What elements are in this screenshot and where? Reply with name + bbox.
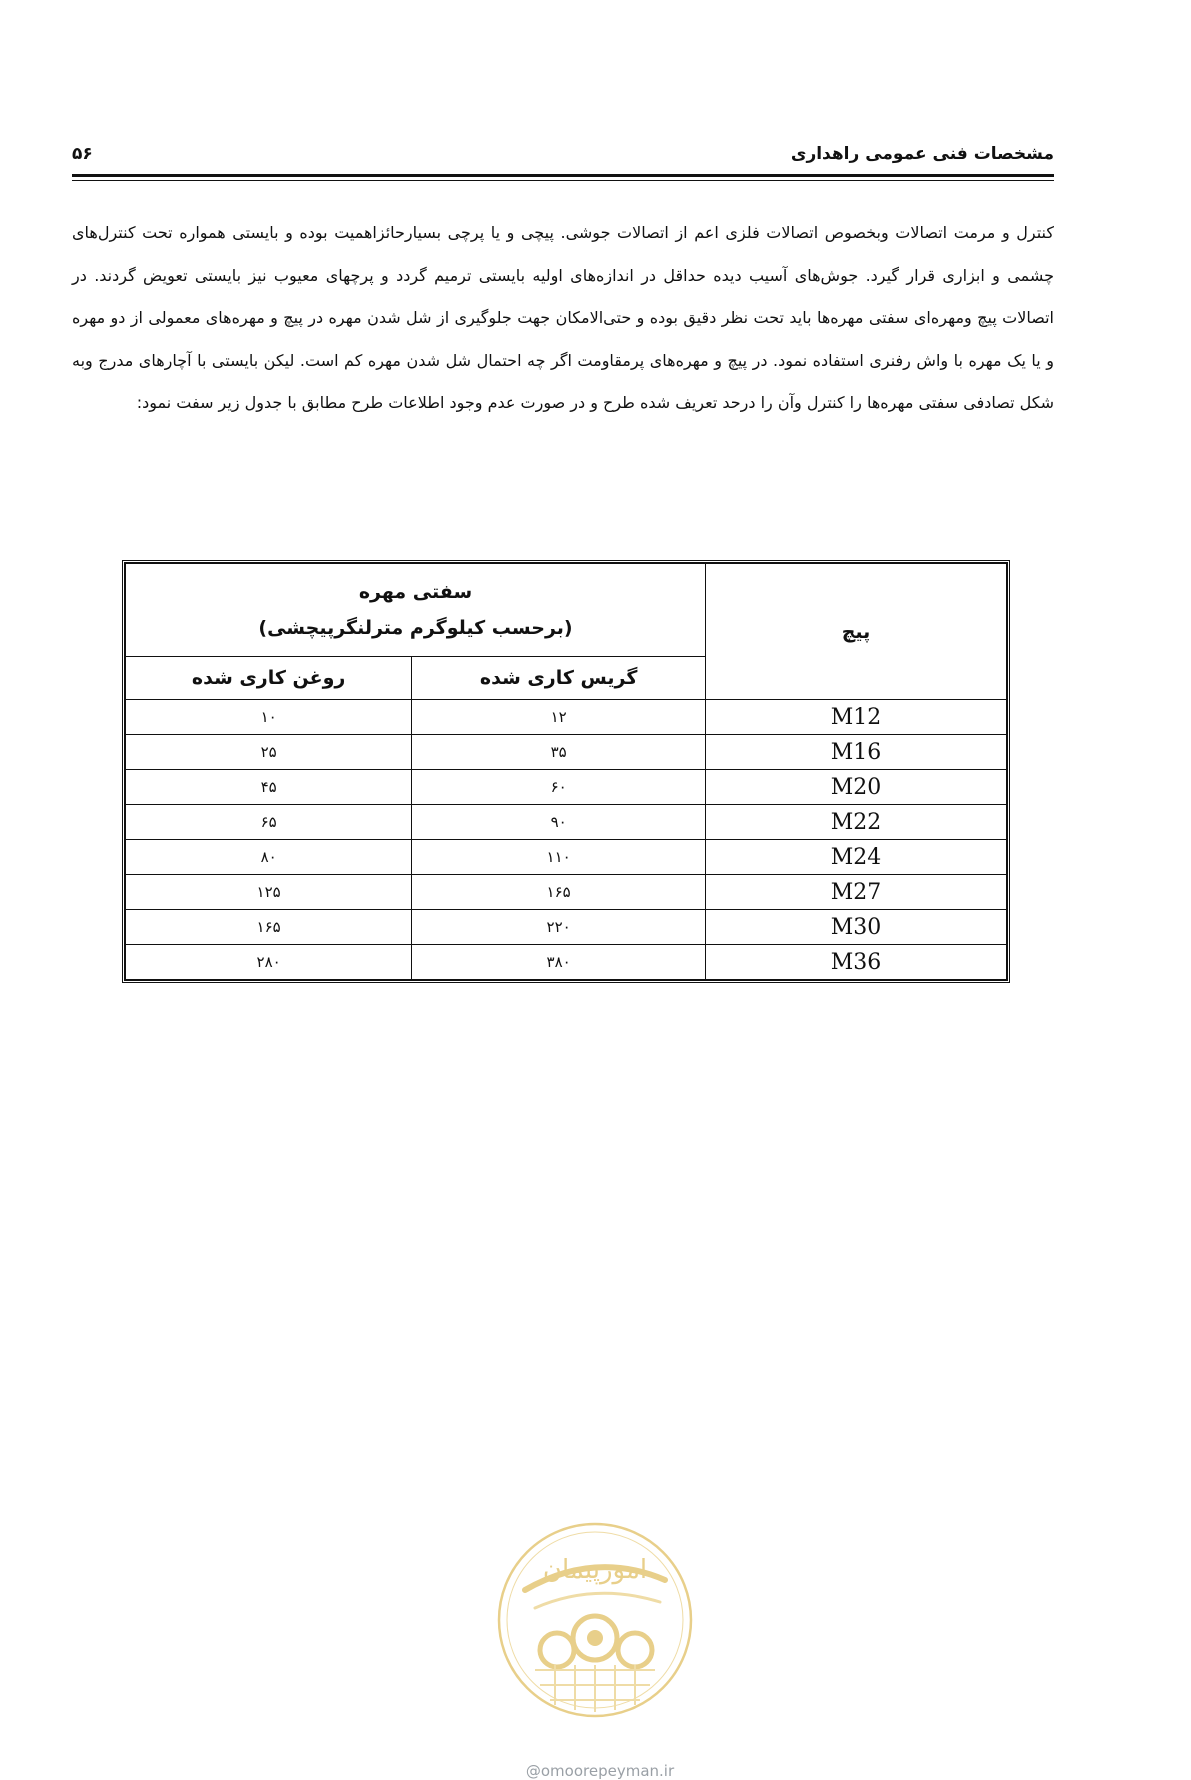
cell-greased: ۱۲ <box>412 700 706 735</box>
cell-bolt: M24 <box>706 840 1007 875</box>
cell-bolt: M27 <box>706 875 1007 910</box>
cell-bolt: M36 <box>706 945 1007 980</box>
header-rule-thin <box>72 180 1054 181</box>
cell-greased: ۲۲۰ <box>412 910 706 945</box>
cell-bolt: M20 <box>706 770 1007 805</box>
cell-greased: ۳۵ <box>412 735 706 770</box>
header-greased: گریس کاری شده <box>412 657 706 700</box>
table-row <box>126 910 1007 945</box>
watermark-url: @omoorepeyman.ir <box>525 1762 675 1780</box>
watermark-logo-text: امورپیمان <box>542 1555 648 1585</box>
cell-greased: ۱۶۵ <box>412 875 706 910</box>
cell-oiled: ۴۵ <box>126 770 412 805</box>
torque-table <box>122 560 1010 983</box>
cell-greased: ۹۰ <box>412 805 706 840</box>
cell-bolt: M30 <box>706 910 1007 945</box>
header-title: مشخصات فنی عمومی راهداری <box>790 144 1054 164</box>
table-row <box>126 945 1007 980</box>
cell-oiled: ۸۰ <box>126 840 412 875</box>
header-bolt: پیچ <box>706 564 1007 700</box>
table-row <box>126 805 1007 840</box>
cell-bolt: M22 <box>706 805 1007 840</box>
table-row <box>126 770 1007 805</box>
torque-table-grid <box>125 563 1007 980</box>
cell-oiled: ۶۵ <box>126 805 412 840</box>
cell-greased: ۳۸۰ <box>412 945 706 980</box>
header-rule-thick <box>72 174 1054 177</box>
watermark-logo <box>495 1520 695 1720</box>
header-oiled: روغن کاری شده <box>126 657 412 700</box>
cell-oiled: ۲۸۰ <box>126 945 412 980</box>
page-number: ۵۶ <box>72 144 93 164</box>
cell-bolt: M12 <box>706 700 1007 735</box>
cell-oiled: ۱۶۵ <box>126 910 412 945</box>
table-row <box>126 875 1007 910</box>
table-row <box>126 840 1007 875</box>
cell-bolt: M16 <box>706 735 1007 770</box>
cell-oiled: ۲۵ <box>126 735 412 770</box>
table-row <box>126 735 1007 770</box>
body-paragraph: کنترل و مرمت اتصالات وبخصوص اتصالات فلزی اعم از اتصالات جوشی. پیچی و یا پرچی بسیارحائزاهمیت بوده و بایستی همواره تحت کنترل‌های چشمی و ابزاری قرار گیرد. جوش‌های آسیب دیده حداقل در اندازه‌های اولیه بایستی ترمیم گردد و پرچهای معیوب نیز بایستی تعویض گردند. در اتصالات پیچ ومهره‌ای سفتی مهره‌ها باید تحت نظر دقیق بوده و حتی‌الامکان جهت جلوگیری از شل شدن مهره در پیچ و مهره‌های معمولی از دو مهره و یا یک مهره با واش رفنری استفاده نمود. در پیچ و مهره‌های پرمقاومت اگر چه احتمال شل شدن مهره کم است. لیکن بایستی با آچارهای مدرج وبه شکل تصادفی سفتی مهره‌ها را کنترل وآن را درحد تعریف شده طرح و در صورت عدم وجود اطلاعات طرح مطابق با جدول زیر سفت نمود: <box>72 223 1054 412</box>
header-hardness-unit: (برحسب کیلوگرم مترلنگرپیچشی) <box>258 617 573 639</box>
header-hardness-title: سفتی مهره <box>358 581 473 603</box>
table-row <box>126 700 1007 735</box>
cell-greased: ۱۱۰ <box>412 840 706 875</box>
header-hardness <box>126 564 706 657</box>
cell-greased: ۶۰ <box>412 770 706 805</box>
cell-oiled: ۱۲۵ <box>126 875 412 910</box>
cell-oiled: ۱۰ <box>126 700 412 735</box>
